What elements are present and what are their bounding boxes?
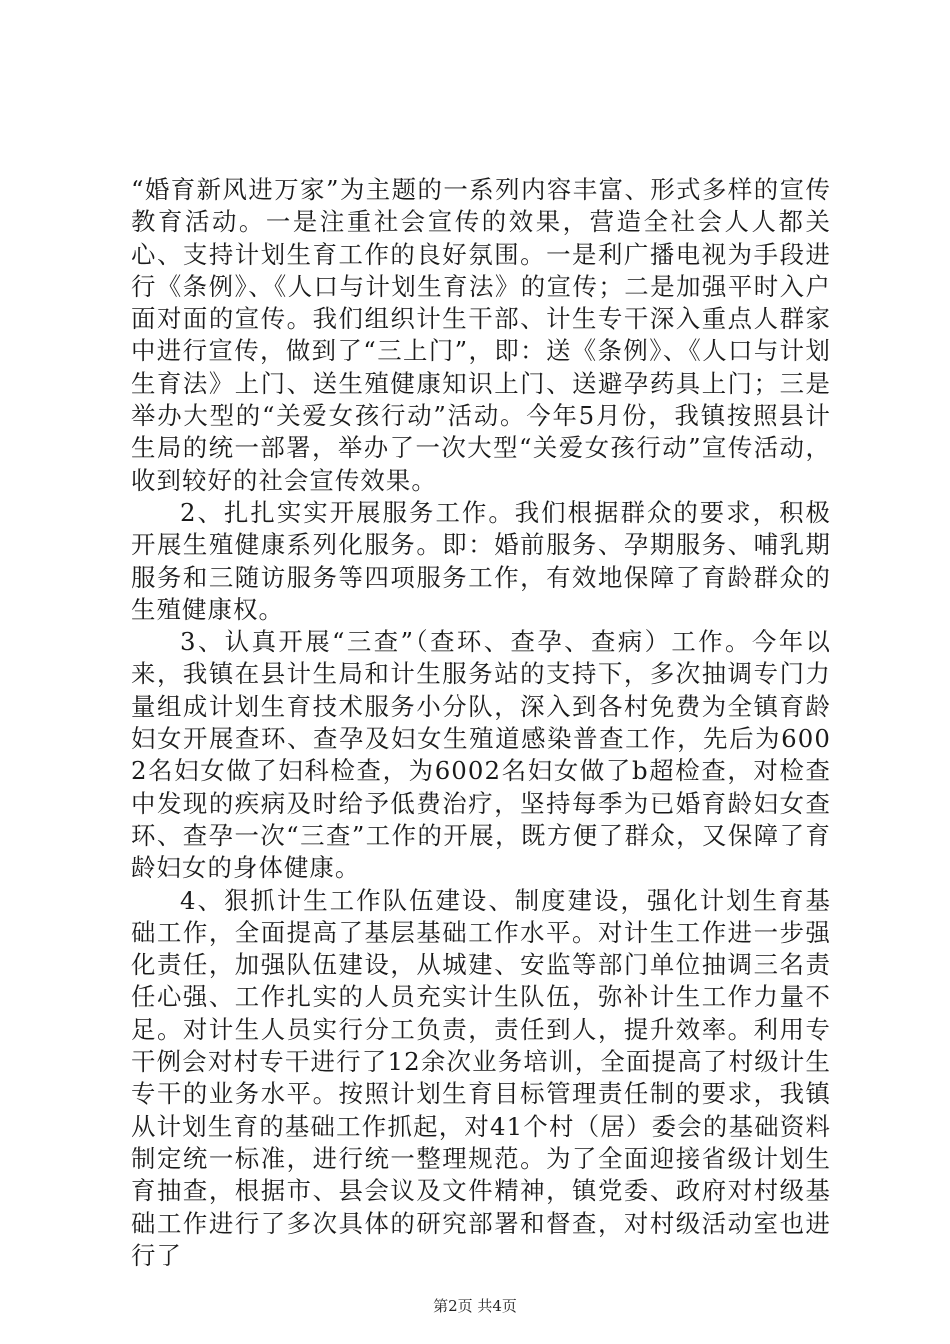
page-number-footer: 第2页 共4页 — [433, 1297, 517, 1315]
paragraph-intro: “婚育新风进万家”为主题的一系列内容丰富、形式多样的宣传教育活动。一是注重社会宣传的效果，营造全社会人人都关心、支持计划生育工作的良好氛围。一是利广播电视为手段进行《条例》、《人口与计划生育法》的宣传；二是加强平时入户面对面的宣传。我们组织计生干部、计生专干深入重点人群家中进行宣传，做到了“三上门”，即：送《条例》、《人口与计划生育法》上门、送生殖健康知识上门、送避孕药具上门；三是举办大型的“关爱女孩行动”活动。今年5月份，我镇按照县计生局的统一部署，举办了一次大型“关爱女孩行动”宣传活动，收到较好的社会宣传效果。 — [131, 175, 831, 495]
paragraph-team-building: 4、狠抓计生工作队伍建设、制度建设，强化计划生育基础工作，全面提高了基层基础工作水平。对计生工作进一步强化责任，加强队伍建设，从城建、安监等部门单位抽调三名责任心强、工作扎实的人员充实计生队伍，弥补计生工作力量不足。对计生人员实行分工负责，责任到人，提升效率。利用专干例会对村专干进行了12余次业务培训，全面提高了村级计生专干的业务水平。按照计划生育目标管理责任制的要求，我镇从计划生育的基础工作抓起，对41个村（居）委会的基础资料制定统一标准，进行统一整理规范。为了全面迎接省级计划生育抽查，根据市、县会议及文件精神，镇党委、政府对村级基础工作进行了多次具体的研究部署和督查，对村级活动室也进行了 — [131, 885, 831, 1270]
document-body — [131, 174, 831, 1272]
paragraph-service-work: 2、扎扎实实开展服务工作。我们根据群众的要求，积极开展生殖健康系列化服务。即：婚前服务、孕期服务、哺乳期服务和三随访服务等四项服务工作，有效地保障了育龄群众的生殖健康权。 — [131, 497, 831, 624]
paragraph-three-checks: 3、认真开展“三查”（查环、查孕、查病）工作。今年以来，我镇在县计生局和计生服务站的支持下，多次抽调专门力量组成计划生育技术服务小分队，深入到各村免费为全镇育龄妇女开展查环、查孕及妇女生殖道感染普查工作，先后为6002名妇女做了妇科检查，为6002名妇女做了b超检查，对检查中发现的疾病及时给予低费治疗，坚持每季为已婚育龄妇女查环、查孕一次“三查”工作的开展，既方便了群众，又保障了育龄妇女的身体健康。 — [131, 627, 831, 883]
